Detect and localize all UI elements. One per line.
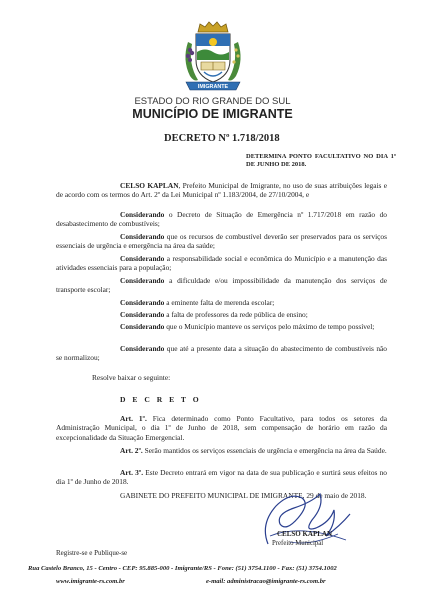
footer-address: Rua Castelo Branco, 15 - Centro - CEP: 95.885-000 - Imigrante/RS - Fone: (51) 3754.1100 - Fax: (51) 3754.1002 [28,565,337,572]
register-line: Registre-se e Publique-se [56,549,128,557]
resolve-line: Resolve baixar o seguinte: [92,373,171,382]
considerando-1: Considerando o Decreto de Situação de Emergência nº 1.717/2018 em razão do desabastecimento de combustíveis; [56,210,387,229]
article-2: Art. 2º. Serão mantidos os serviços essenciais de urgência e emergência na área da Saúde. [120,446,387,455]
considerando-2: Considerando que os recursos de combustível deverão ser preservados para os serviços essenciais de urgência e emergência na área da saúde; [56,232,387,251]
mayor-name: CELSO KAPLAN [120,181,179,190]
decreto-heading: D E C R E T O [120,395,202,404]
cabinet-line: GABINETE DO PREFEITO MUNICIPAL DE IMIGRANTE, 29 de maio de 2018. [120,491,367,500]
footer-email[interactable]: e-mail: administracao@imigrante-rs.com.br [206,578,326,585]
signer-title: Prefeito Municipal [272,540,324,547]
considerando-8: Considerando que até a presente data a situação do abastecimento de combustíveis não se normalizou; [56,344,387,363]
crest-ribbon-text: IMIGRANTE [197,84,229,91]
signer-name: CELSO KAPLAN [277,530,333,538]
municipality-name: MUNICÍPIO DE IMIGRANTE [132,107,293,121]
municipal-crest-icon [176,20,250,94]
state-name: ESTADO DO RIO GRANDE DO SUL [134,96,291,107]
considerando-4: Considerando a dificuldade e/ou impossibilidade da manutenção dos serviços de transporte escolar; [56,276,387,295]
considerando-7: Considerando que o Município manteve os serviços pelo máximo de tempo possível; [120,322,375,331]
decree-number: DECRETO Nº 1.718/2018 [164,133,280,144]
intro-text: , Prefeito Municipal de Imigrante, no uso de suas atribuições legais e de acordo com os termos do Art. 2º da Lei Municipal nº 1.183/2004, de 27/10/2004, e [56,181,387,200]
footer-website[interactable]: www.imigrante-rs.com.br [56,578,125,585]
decree-subject: DETERMINA PONTO FACULTATIVO NO DIA 1º DE JUNHO DE 2018. [246,153,396,169]
considerando-5: Considerando a eminente falta de merenda escolar; [120,298,275,307]
article-1: Art. 1º. Fica determinado como Ponto Facultativo, para todos os setores da Administração Municipal, o dia 1º de Junho de 2018, sem compensação de horário em razão da excepcionalidade da Situação Emergencial. [56,414,387,442]
intro-paragraph [56,181,387,200]
article-3: Art. 3º. Este Decreto entrará em vigor na data de sua publicação e surtirá seus efeitos no dia 1º de Junho de 2018. [56,468,387,487]
considerando-3: Considerando a responsabilidade social e econômica do Município e a manutenção das atividades essenciais para a população; [56,254,387,273]
considerando-6: Considerando a falta de professores da rede pública de ensino; [120,310,308,319]
